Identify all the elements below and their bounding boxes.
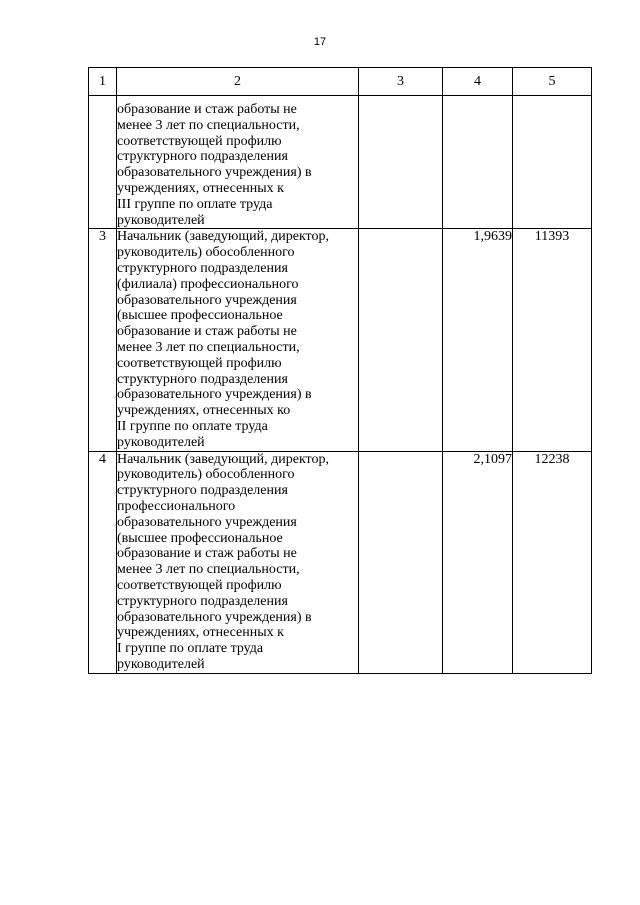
description-line: (филиала) профессионального <box>117 276 299 292</box>
description-line: II группе по оплате труда <box>117 418 268 434</box>
description-line: соответствующей профилю <box>117 577 282 593</box>
row-col3 <box>359 451 443 673</box>
row-description <box>117 451 359 673</box>
description-line: менее 3 лет по специальности, <box>117 117 300 133</box>
description-line: (высшее профессиональное <box>117 530 283 546</box>
description-line: образовательного учреждения) в <box>117 165 312 181</box>
row-col3 <box>359 96 443 229</box>
description-line: менее 3 лет по специальности, <box>117 339 300 355</box>
description-line: учреждениях, отнесенных ко <box>117 403 291 419</box>
description-line: структурного подразделения <box>117 593 288 609</box>
description-line: руководитель) обособленного <box>117 245 295 261</box>
description-line: руководитель) обособленного <box>117 467 295 483</box>
description-line: Начальник (заведующий, директор, <box>117 229 329 245</box>
header-col-1: 1 <box>89 68 117 96</box>
header-col-5: 5 <box>513 68 592 96</box>
row-salary: 12238 <box>513 451 592 673</box>
description-line: образовательного учреждения <box>117 514 297 530</box>
table-row <box>89 229 592 451</box>
description-line: образовательного учреждения) в <box>117 609 312 625</box>
row-number: 3 <box>89 229 117 451</box>
row-number: 4 <box>89 451 117 673</box>
row-col3 <box>359 229 443 451</box>
description-line: образование и стаж работы не <box>117 546 297 562</box>
description-line: образовательного учреждения <box>117 292 297 308</box>
row-salary: 11393 <box>513 229 592 451</box>
page-number: 17 <box>313 36 327 48</box>
table-row <box>89 96 592 229</box>
table-header-row <box>89 68 592 96</box>
row-salary <box>513 96 592 229</box>
salary-table <box>88 67 592 674</box>
description-line: образовательного учреждения) в <box>117 387 312 403</box>
description-line: структурного подразделения <box>117 483 288 499</box>
row-description <box>117 229 359 451</box>
description-line: руководителей <box>117 656 205 672</box>
description-line: образование и стаж работы не <box>117 324 297 340</box>
header-col-2: 2 <box>117 68 359 96</box>
row-coefficient <box>443 96 513 229</box>
header-col-4: 4 <box>443 68 513 96</box>
description-line: профессионального <box>117 498 236 514</box>
table-row <box>89 451 592 673</box>
row-number <box>89 96 117 229</box>
header-col-3: 3 <box>359 68 443 96</box>
description-line: учреждениях, отнесенных к <box>117 180 284 196</box>
description-line: менее 3 лет по специальности, <box>117 562 300 578</box>
description-line: I группе по оплате труда <box>117 641 264 657</box>
description-line: учреждениях, отнесенных к <box>117 625 284 641</box>
description-line: руководителей <box>117 212 205 228</box>
description-line: структурного подразделения <box>117 149 288 165</box>
description-line: структурного подразделения <box>117 260 288 276</box>
description-line: (высшее профессиональное <box>117 308 283 324</box>
description-line: руководителей <box>117 434 205 450</box>
row-coefficient: 1,9639 <box>443 229 513 451</box>
row-description <box>117 96 359 229</box>
description-line: образование и стаж работы не <box>117 102 297 117</box>
row-coefficient: 2,1097 <box>443 451 513 673</box>
description-line: соответствующей профилю <box>117 133 282 149</box>
description-line: структурного подразделения <box>117 371 288 387</box>
description-line: III группе по оплате труда <box>117 196 273 212</box>
description-line: соответствующей профилю <box>117 355 282 371</box>
description-line: Начальник (заведующий, директор, <box>117 451 329 467</box>
